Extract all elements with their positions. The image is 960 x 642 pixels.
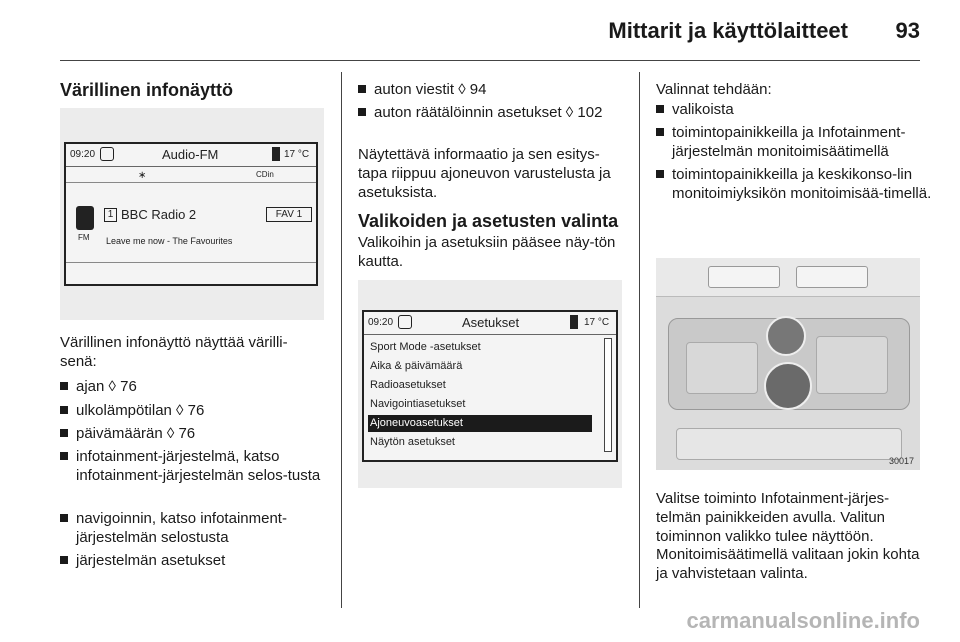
- phone-icon: [570, 315, 578, 329]
- paragraph: Valikoihin ja asetuksiin pääsee näy-tön kautta.: [358, 234, 616, 270]
- separator: [66, 182, 316, 183]
- column-divider: [341, 72, 342, 608]
- screen-title: Asetukset: [462, 315, 520, 330]
- screen-title: Audio-FM: [162, 147, 219, 162]
- climate-panel: [676, 428, 902, 460]
- fav-button: FAV 1: [266, 207, 312, 222]
- list-item: infotainment-järjestelmä, katso infotainment-järjestelmän selos-tusta: [60, 447, 336, 485]
- track-info: Leave me now - The Favourites: [106, 236, 233, 246]
- menu-item: Radioasetukset: [370, 379, 446, 391]
- clock: 09:20: [70, 149, 96, 160]
- band-label: FM: [78, 233, 90, 242]
- figure-label: 30017: [888, 456, 914, 466]
- phone-icon: [272, 147, 280, 161]
- list-item: toimintopainikkeilla ja keskikonso-lin monitoimiyksikön monitoimisää-timellä.: [656, 165, 940, 203]
- vent-button: [796, 266, 868, 288]
- watermark: carmanualsonline.info: [686, 608, 920, 633]
- vent-strip: [656, 258, 920, 297]
- section-heading: Valikoiden ja asetusten valinta: [358, 211, 619, 231]
- number-keypad: [816, 336, 888, 394]
- menu-item: Aika & päivämäärä: [370, 360, 463, 372]
- list-item: valikoista: [656, 100, 942, 119]
- list-item: ulkolämpötilan ◊ 76: [60, 401, 336, 420]
- radio-antenna-icon: [76, 206, 94, 230]
- paragraph: Monitoimisäätimellä valitaan jokin kohta ja vahvistetaan valinta.: [656, 546, 920, 582]
- menu-item-selected: Ajoneuvoasetukset: [368, 415, 592, 432]
- page-header-title: Mittarit ja käyttölaitteet: [608, 18, 848, 43]
- list-item: järjestelmän asetukset: [60, 551, 336, 570]
- list-item: ajan ◊ 76: [60, 377, 336, 396]
- page-number: 93: [895, 18, 920, 43]
- vent-button: [708, 266, 780, 288]
- status-bar: [364, 312, 616, 335]
- bluetooth-icon: ∗: [138, 170, 147, 181]
- header-rule: [60, 60, 920, 61]
- status-bar: [66, 144, 316, 167]
- menu-item: Sport Mode -asetukset: [370, 341, 481, 353]
- list-item: päivämäärän ◊ 76: [60, 424, 336, 443]
- function-buttons: [686, 342, 758, 394]
- column-divider: [639, 72, 640, 608]
- menu-item: Näytön asetukset: [370, 436, 455, 448]
- list-item: toimintopainikkeilla ja Infotainment-järjestelmän monitoimisäätimellä: [656, 123, 940, 161]
- clock: 09:20: [368, 317, 394, 328]
- display-screen: [362, 310, 618, 462]
- multifunction-knob-icon: [764, 362, 812, 410]
- list-item: auton räätälöinnin asetukset ◊ 102: [358, 103, 604, 122]
- paragraph: Valinnat tehdään:: [656, 81, 772, 98]
- scrollbar: [604, 338, 612, 452]
- volume-knob-icon: [766, 316, 806, 356]
- temperature: 17 °C: [284, 149, 310, 160]
- paragraph: Valitse toiminto Infotainment-järjes-telmän painikkeiden avulla. Valitun toiminnon valikko tulee näyttöön.: [656, 490, 890, 545]
- list-item: auton viestit ◊ 94: [358, 80, 638, 99]
- paragraph: Näytettävä informaatio ja sen esitys-tapa riippuu ajoneuvon varustelusta ja asetuksista.: [358, 146, 611, 201]
- infotainment-panel-photo: [656, 258, 920, 470]
- temperature: 17 °C: [584, 317, 610, 328]
- menu-item: Navigointiasetukset: [370, 398, 466, 410]
- separator: [66, 262, 316, 263]
- display-screen: [64, 142, 318, 286]
- audio-display-figure: [60, 108, 324, 320]
- settings-menu-figure: [358, 280, 622, 488]
- paragraph: Värillinen infonäyttö näyttää värilli-senä:: [60, 334, 288, 370]
- status-icon: [100, 147, 114, 161]
- preset-number: 1: [104, 208, 117, 222]
- status-icon: [398, 315, 412, 329]
- list-item: navigoinnin, katso infotainment-järjestelmän selostusta: [60, 509, 336, 547]
- cdin-label: CDin: [256, 170, 274, 179]
- station-name: BBC Radio 2: [121, 207, 197, 222]
- section-heading: Värillinen infonäyttö: [60, 80, 234, 100]
